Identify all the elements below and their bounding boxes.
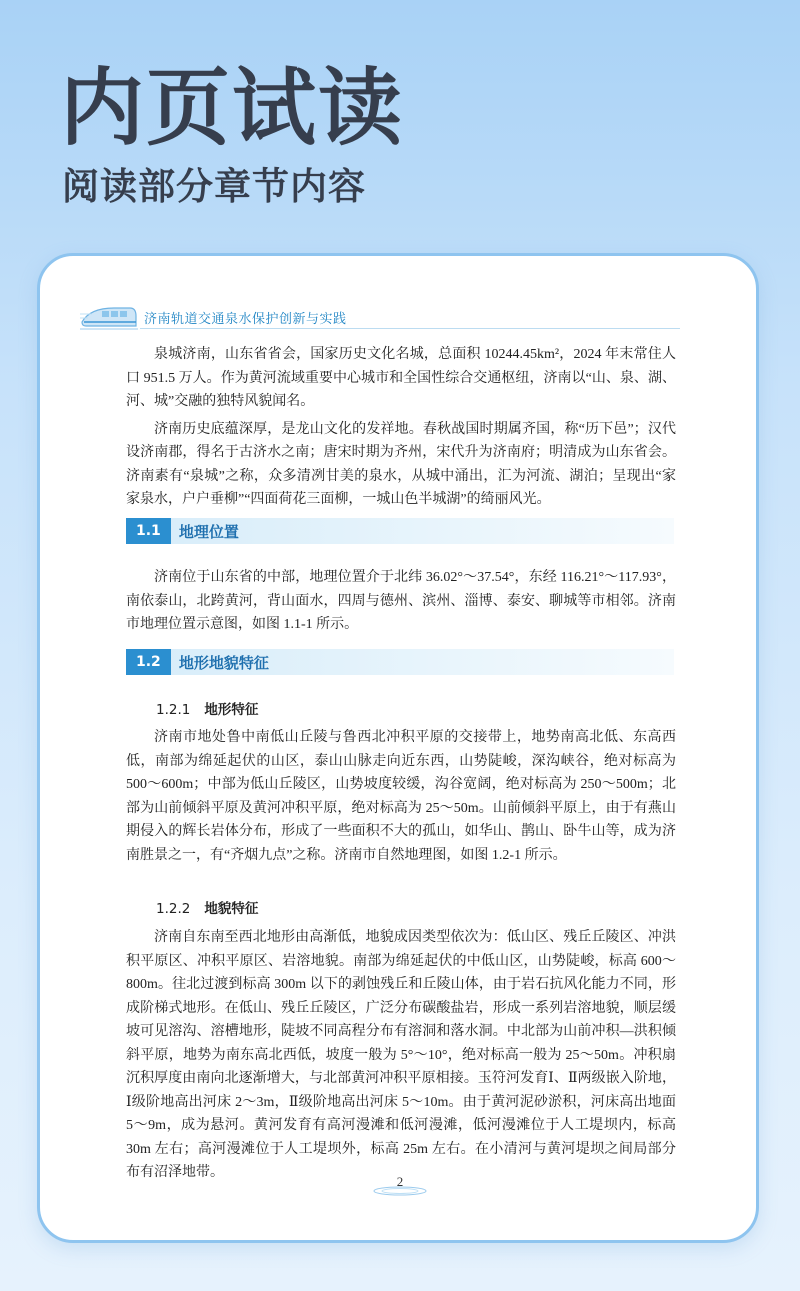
subsection-title: 地貌特征: [204, 901, 259, 917]
section-heading-1-1: [126, 518, 674, 544]
subsection-heading-1-2-2: [156, 897, 258, 917]
section-1-1-body: [126, 566, 676, 637]
header-rule: [140, 328, 680, 329]
subsection-1-2-2-body: [126, 926, 676, 1185]
train-icon: [80, 300, 138, 334]
subsection-1-2-1-paragraph: 济南市地处鲁中南低山丘陵与鲁西北冲积平原的交接带上，地势南高北低、东高西低，南部为绵延起伏的山区，泰山山脉走向近东西，山势陡峻，深沟峡谷，绝对标高为 500～600m；中部为低山丘陵区，山势坡度较缓，沟谷宽阔，绝对标高为 250～500m；北部为山前倾斜平原及黄河冲积平原，绝对标高为 25～50m。山前倾斜平原上，由于有燕山期侵入的辉长岩体分布，形成了一些面积不大的孤山，如华山、鹊山、卧牛山等，成为济南胜景之一，有“齐烟九点”之称。济南市自然地理图，如图 1.2-1 所示。: [126, 730, 676, 863]
intro-paragraph-2: 济南历史底蕴深厚，是龙山文化的发祥地。春秋战国时期属齐国，称“历下邑”；汉代设济南郡，得名于古济水之南；唐宋时期为齐州，宋代升为济南府；明清成为山东省会。济南素有“泉城”之称，众多清冽甘美的泉水，从城中涌出，汇为河流、湖泊；呈现出“家家泉水，户户垂柳”“四面荷花三面柳，一城山色半城湖”的绮丽风光。: [126, 421, 676, 507]
intro-paragraph-1: 泉城济南，山东省省会，国家历史文化名城，总面积 10244.45km²，2024 年末常住人口 951.5 万人。作为黄河流域重要中心城市和全国性综合交通枢纽，济南以“山、泉、湖、河、城”交融的独特风貌闻名。: [126, 347, 676, 409]
page-number: 2: [396, 1174, 404, 1189]
section-title: 地理位置: [178, 522, 239, 541]
hero-subtitle: 阅读部分章节内容: [62, 165, 366, 208]
subsection-1-2-1-body: [126, 726, 676, 867]
intro-block: [126, 343, 676, 512]
subsection-number: 1.2.1: [156, 702, 191, 718]
running-title: 济南轨道交通泉水保护创新与实践: [144, 311, 347, 327]
page-number-ornament: [372, 1184, 428, 1198]
subsection-title: 地形特征: [204, 702, 259, 718]
section-number: 1.2: [126, 649, 171, 675]
hero-title: 内页试读: [60, 59, 405, 157]
section-1-1-paragraph: 济南位于山东省的中部，地理位置介于北纬 36.02°～37.54°，东经 116.21°～117.93°，南依泰山，北跨黄河，背山面水，四周与德州、滨州、淄博、泰安、聊城等市相邻。济南市地理位置示意图，如图 1.1-1 所示。: [126, 570, 676, 632]
section-heading-1-2: [126, 649, 674, 675]
subsection-1-2-2-paragraph: 济南自东南至西北地形由高渐低，地貌成因类型依次为：低山区、残丘丘陵区、冲洪积平原区、冲积平原区、岩溶地貌。南部为绵延起伏的中低山区，山势陡峻，标高 600～800m。往北过渡到标高 300m 以下的剥蚀残丘和丘陵山体，由于岩石抗风化能力不同，形成阶梯式地形。在低山、残丘丘陵区，广泛分布碳酸盐岩，形成一系列岩溶地貌，顺层缓坡可见溶沟、溶槽地形，陡坡不同高程分布有溶洞和落水洞。中北部为山前冲积—洪积倾斜平原，地势为南东高北西低，坡度一般为 5°～10°，绝对标高一般为 25～50m。冲积扇沉积厚度由南向北逐渐增大，与北部黄河冲积平原相接。玉符河发育Ⅰ、Ⅱ两级嵌入阶地，Ⅰ级阶地高出河床 2～3m，Ⅱ级阶地高出河床 5～10m。由于黄河泥砂淤积，河床高出地面 5～9m，成为悬河。黄河发育有高河漫滩和低河漫滩，低河漫滩位于人工堤坝内，标高 30m 左右；高河漫滩位于人工堤坝外，标高 25m 左右。在小清河与黄河堤坝之间局部分布有沼泽地带。: [126, 930, 676, 1180]
subsection-heading-1-2-1: [156, 698, 258, 718]
section-number: 1.1: [126, 518, 171, 544]
section-title: 地形地貌特征: [178, 653, 269, 672]
subsection-number: 1.2.2: [156, 901, 191, 917]
